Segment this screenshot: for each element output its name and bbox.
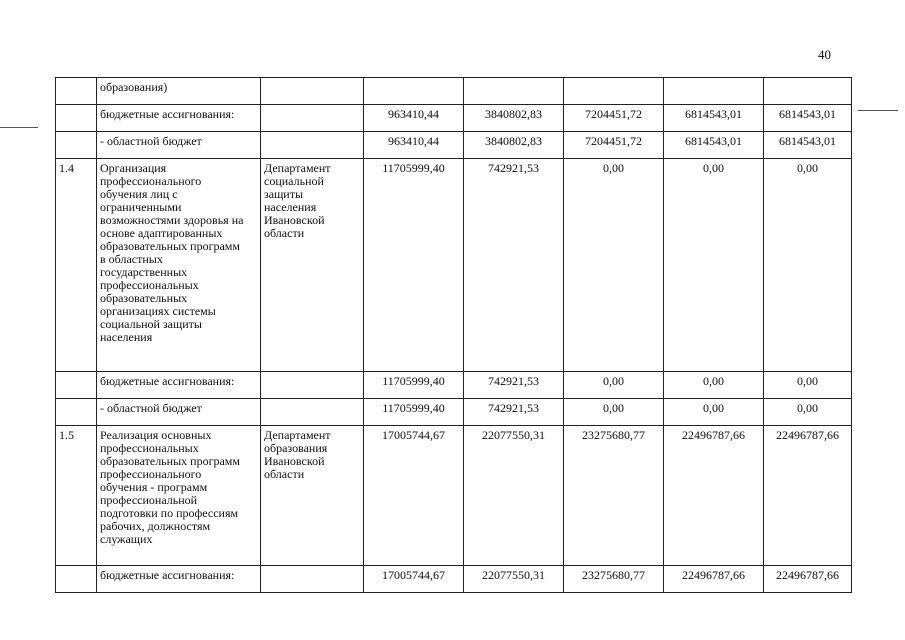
row-value: 17005744,67 (364, 566, 464, 593)
row-value: 7204451,72 (564, 132, 664, 159)
row-value (764, 78, 852, 105)
row-value: 11705999,40 (364, 372, 464, 399)
table-row (56, 105, 852, 132)
row-value (664, 78, 764, 105)
row-value: 742921,53 (464, 159, 564, 372)
row-value: 0,00 (664, 399, 764, 426)
row-department (261, 566, 364, 593)
row-index: 1.5 (56, 426, 97, 566)
row-value: 17005744,67 (364, 426, 464, 566)
row-name: бюджетные ассигнования: (97, 566, 261, 593)
row-name: бюджетные ассигнования: (97, 105, 261, 132)
row-department: Департамент образования Ивановской области (261, 426, 364, 566)
row-value: 3840802,83 (464, 105, 564, 132)
row-index (56, 566, 97, 593)
table-row (56, 426, 852, 566)
row-value: 22496787,66 (764, 426, 852, 566)
row-value: 22496787,66 (664, 426, 764, 566)
row-value: 0,00 (564, 372, 664, 399)
row-department (261, 132, 364, 159)
page-number: 40 (818, 47, 831, 62)
row-index (56, 132, 97, 159)
row-value (364, 78, 464, 105)
row-department (261, 399, 364, 426)
row-value: 3840802,83 (464, 132, 564, 159)
row-value: 6814543,01 (664, 105, 764, 132)
row-value: 23275680,77 (564, 566, 664, 593)
row-name: образования) (97, 78, 261, 105)
row-name: Реализация основных профессиональных образовательных программ профессионального обучения - программ профессиональной подготовки по профессиям рабочих, должностям служащих (97, 426, 261, 566)
row-value: 6814543,01 (764, 105, 852, 132)
row-value: 0,00 (664, 372, 764, 399)
row-index (56, 78, 97, 105)
row-department (261, 372, 364, 399)
row-value: 963410,44 (364, 132, 464, 159)
row-value: 22496787,66 (764, 566, 852, 593)
row-value: 22496787,66 (664, 566, 764, 593)
row-value: 0,00 (564, 159, 664, 372)
row-value (564, 78, 664, 105)
row-value: 0,00 (764, 159, 852, 372)
row-value: 6814543,01 (764, 132, 852, 159)
row-department (261, 78, 364, 105)
row-value: 11705999,40 (364, 159, 464, 372)
margin-mark-right (858, 110, 898, 111)
table-row (56, 78, 852, 105)
row-value: 0,00 (764, 399, 852, 426)
table-row (56, 132, 852, 159)
row-value: 963410,44 (364, 105, 464, 132)
row-value: 0,00 (764, 372, 852, 399)
margin-mark-left (0, 127, 38, 128)
row-value: 22077550,31 (464, 426, 564, 566)
row-name: - областной бюджет (97, 399, 261, 426)
row-value: 23275680,77 (564, 426, 664, 566)
row-name: Организация профессионального обучения лиц с ограниченными возможностями здоровья на основе адаптированных образовательных программ в областных государственных профессиональных образовательных организациях системы социальной защиты населения (97, 159, 261, 372)
budget-table (55, 77, 852, 593)
table-row (56, 566, 852, 593)
row-value: 6814543,01 (664, 132, 764, 159)
table-row (56, 372, 852, 399)
row-index (56, 105, 97, 132)
table-row (56, 399, 852, 426)
row-name: бюджетные ассигнования: (97, 372, 261, 399)
row-value: 7204451,72 (564, 105, 664, 132)
row-value: 742921,53 (464, 399, 564, 426)
row-name: - областной бюджет (97, 132, 261, 159)
row-index (56, 372, 97, 399)
row-index: 1.4 (56, 159, 97, 372)
row-department: Департамент социальной защиты населения Ивановской области (261, 159, 364, 372)
row-value (464, 78, 564, 105)
row-value: 0,00 (664, 159, 764, 372)
row-index (56, 399, 97, 426)
row-value: 22077550,31 (464, 566, 564, 593)
table-row (56, 159, 852, 372)
row-value: 0,00 (564, 399, 664, 426)
row-value: 11705999,40 (364, 399, 464, 426)
row-department (261, 105, 364, 132)
row-value: 742921,53 (464, 372, 564, 399)
